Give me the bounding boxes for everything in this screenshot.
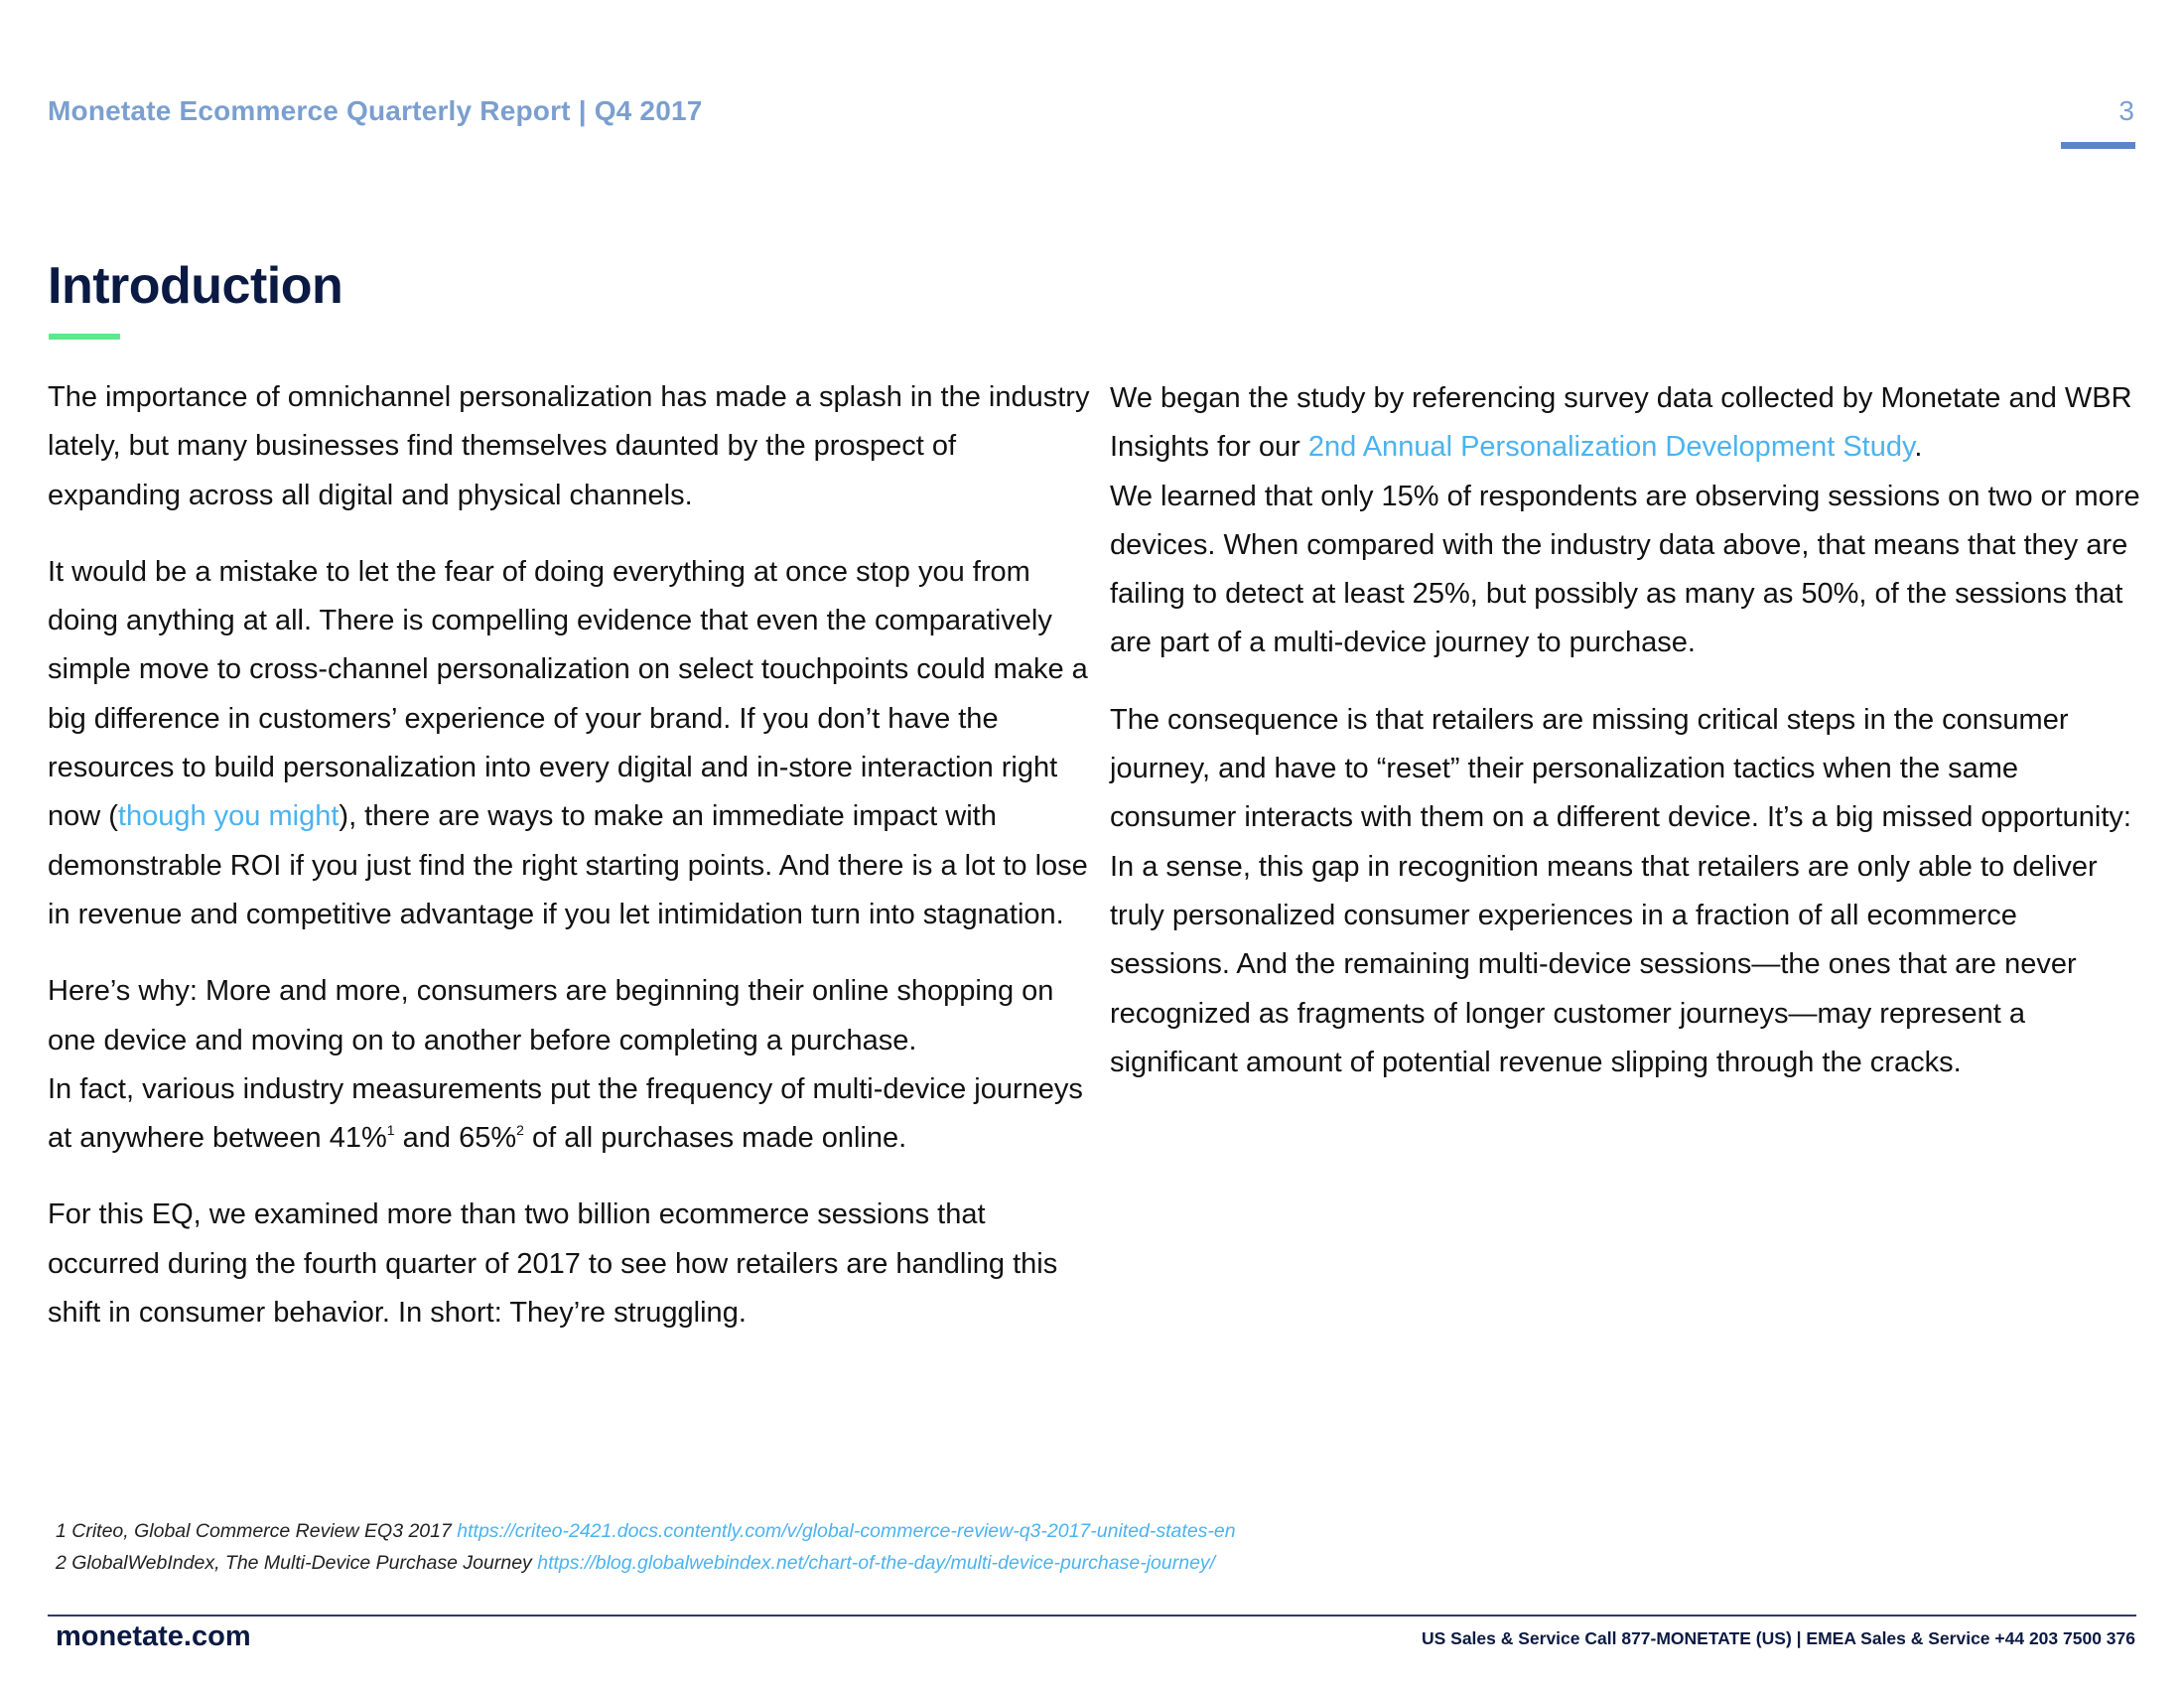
footer-contact-info: US Sales & Service Call 877-MONETATE (US) | EMEA Sales & Service +44 203 7500 376 [1421,1628,2135,1648]
right-column [1110,374,2142,1115]
though-you-might-link[interactable]: though you might [117,800,340,833]
footer-brand-link[interactable]: monetate.com [56,1620,251,1652]
footnote-ref-2: 2 [516,1122,524,1139]
report-header-title: Monetate Ecommerce Quarterly Report | Q4 2017 [48,95,703,126]
footnotes [56,1515,1236,1579]
p2-text-after: ), there are ways to make an immediate impact with demonstrable ROI if you just find the right starting points. And there is a lot to lose in revenue and competitive advantage if you let intimidation turn into stagnation. [48,800,1088,930]
r-p1-text-b: . [1914,431,1923,464]
right-paragraph-2: The consequence is that retailers are missing critical steps in the consumer journey, and have to “reset” their personalization tactics when the same consumer interacts with them on a different device. It’s a big missed opportunity: In a sense, this gap in recognition means that retailers are only able to deliver truly personalized consumer experiences in a fraction of all ecommerce sessions. And the remaining multi-device sessions—the ones that are never recognized as fragments of longer customer journeys—may represent a significant amount of potential revenue slipping through the cracks. [1110,703,2131,1078]
left-column [48,373,1090,1365]
p3-text-a: Here’s why: More and more, consumers are beginning their online shopping on one device and moving on to another before completing a purchase. [48,975,1054,1056]
footnote-1 [56,1515,1236,1547]
p3-text-b: In fact, various industry measurements put the frequency of multi-device journeys at anywhere between 41% [48,1072,1083,1155]
footnote-2-link[interactable]: https://blog.globalwebindex.net/chart-of-the-day/multi-device-purchase-journey/ [537,1552,1216,1574]
p3-text-c: and 65% [394,1122,517,1155]
r-p1-text-a: We began the study by referencing survey data collected by Monetate and WBR Insights for our [1110,382,2132,464]
footer-divider [48,1615,2136,1617]
footnote-1-link[interactable]: https://criteo-2421.docs.contently.com/v/global-commerce-review-q3-2017-united-states-en [457,1520,1236,1542]
left-paragraph-1: The importance of omnichannel personalization has made a splash in the industry lately, but many businesses find themselves daunted by the prospect of expanding across all digital and physical channels. [48,381,1090,511]
footnote-2-text: 2 GlobalWebIndex, The Multi-Device Purchase Journey [56,1552,538,1574]
personalization-study-link[interactable]: 2nd Annual Personalization Development Study [1307,431,1915,464]
footnote-1-text: 1 Criteo, Global Commerce Review EQ3 2017 [56,1520,458,1542]
footnote-ref-1: 1 [386,1122,395,1139]
page-number: 3 [2118,95,2134,126]
left-paragraph-3 [48,967,1090,1163]
right-paragraph-1 [1110,374,2142,668]
left-paragraph-2 [48,548,1090,939]
left-paragraph-4: For this EQ, we examined more than two billion ecommerce sessions that occurred during the fourth quarter of 2017 to see how retailers are handling this shift in consumer behavior. In short: They’re struggling. [48,1198,1058,1330]
page-number-bar [2061,142,2135,149]
section-title: Introduction [48,257,343,315]
p3-text-d: of all purchases made online. [523,1122,907,1155]
p2-text-before: It would be a mistake to let the fear of doing everything at once stop you from doing anything at all. There is compelling evidence that even the comparatively simple move to cross-channel personalization on select touchpoints could make a big difference in customers’ experience of your brand. If you don’t have the resources to build personalization into every digital and in-store interaction right now ( [48,555,1088,833]
title-underline [49,334,120,340]
r-p1-text-c: We learned that only 15% of respondents are observing sessions on two or more devices. When compared with the industry data above, that means that they are failing to detect at least 25%, but possibly as many as 50%, of the sessions that are part of a multi-device journey to purchase. [1110,480,2140,659]
footnote-2 [56,1547,1236,1579]
